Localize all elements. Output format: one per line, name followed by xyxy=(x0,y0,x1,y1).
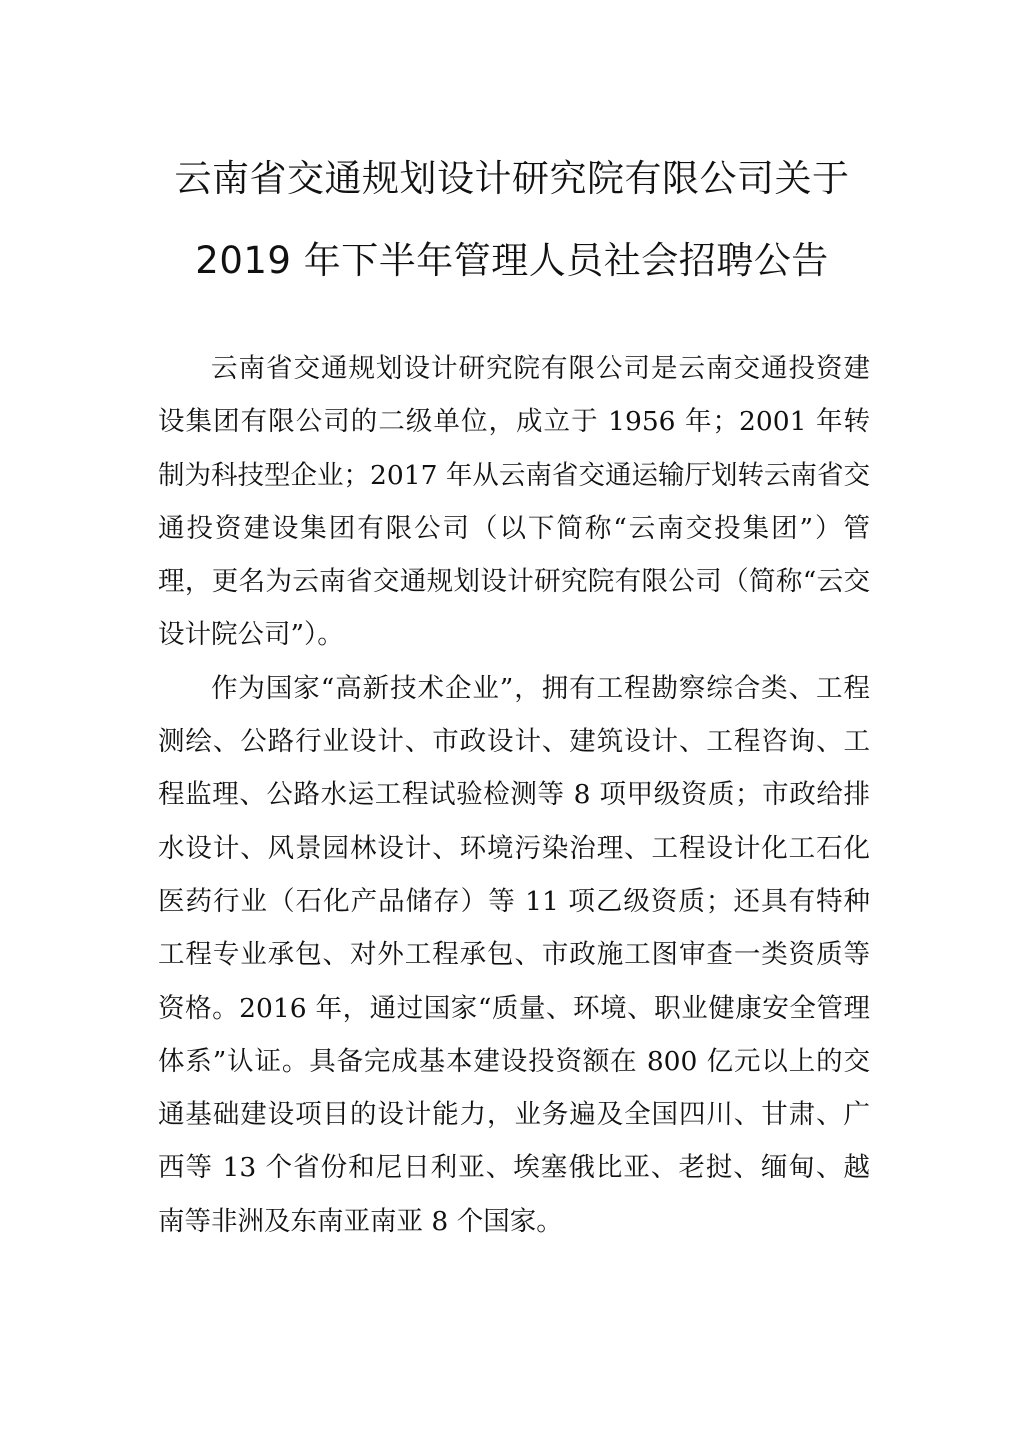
title-line-2: 2019 年下半年管理人员社会招聘公告 xyxy=(195,239,829,282)
document-body xyxy=(158,342,870,1248)
document-title xyxy=(120,138,904,302)
paragraph-company-intro: 云南省交通规划设计研究院有限公司是云南交通投资建设集团有限公司的二级单位，成立于 1956 年；2001 年转制为科技型企业；2017 年从云南省交通运输厅划转云南省交通投资建设集团有限公司（以下简称“云南交投集团”）管理，更名为云南省交通规划设计研究院有限公司（简称“云交设计院公司”）。 xyxy=(158,353,870,651)
title-line-1: 云南省交通规划设计研究院有限公司关于 xyxy=(174,157,850,200)
paragraph-qualifications: 作为国家“高新技术企业”，拥有工程勘察综合类、工程测绘、公路行业设计、市政设计、建筑设计、工程咨询、工程监理、公路水运工程试验检测等 8 项甲级资质；市政给排水设计、风景园林设计、环境污染治理、工程设计化工石化医药行业（石化产品储存）等 11 项乙级资质；还具有特种工程专业承包、对外工程承包、市政施工图审查一类资质等资格。2016 年，通过国家“质量、环境、职业健康安全管理体系”认证。具备完成基本建设投资额在 800 亿元以上的交通基础建设项目的设计能力，业务遍及全国四川、甘肃、广西等 13 个省份和尼日利亚、埃塞俄比亚、老挝、缅甸、越南等非洲及东南亚南亚 8 个国家。 xyxy=(158,672,870,1237)
